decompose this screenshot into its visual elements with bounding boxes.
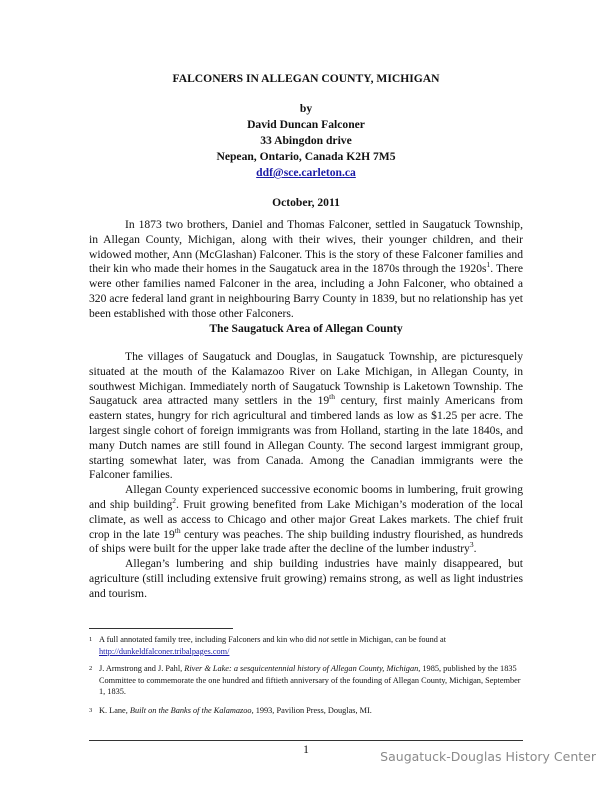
s1p1-text-b: century, first mainly Americans from eastern states, hungry for rich agricultural and timbered lands as low as $1.25 per acre. The largest single cohort of foreign immigrants was from Holland, starting in the late 1840s, and many Dutch names are still found in Allegan County. The second largest immigrant group, starting somewhat later, was from Canada. Among the Canadian immigrants were the Falconer families. (89, 394, 523, 482)
footnote-3-number: 3 (89, 707, 93, 714)
footnote-3-text-a: K. Lane, (99, 706, 130, 715)
footnote-2-text-b: , 1985, published by the 1835 Committee to commemorate the one hundred and fiftieth anniversary of the founding of Allegan County, Michigan, September 1, 1835. (99, 664, 521, 697)
author-email-link[interactable]: ddf@sce.carleton.ca (256, 166, 356, 179)
author-name: David Duncan Falconer (247, 118, 365, 131)
footnote-ref-2[interactable]: 2 (172, 496, 177, 506)
document-title: FALCONERS IN ALLEGAN COUNTY, MICHIGAN (172, 72, 440, 85)
section1-paragraph-1 (89, 350, 523, 483)
section1-paragraph-3: Allegan’s lumbering and ship building industries have mainly disappeared, but agriculture (still including extensive fruit growing) remains strong, as well as light industries and tourism. (89, 557, 523, 600)
author-address-line2: Nepean, Ontario, Canada K2H 7M5 (216, 150, 396, 163)
footnote-ref-3[interactable]: 3 (469, 540, 474, 550)
footnote-separator (89, 628, 233, 629)
family-tree-link[interactable]: http://dunkeldfalconer.tribalpages.com/ (99, 646, 230, 656)
footnote-2-text-a: J. Armstrong and J. Pahl, (99, 664, 185, 673)
superscript-th: th (329, 392, 336, 402)
author-address-line1: 33 Abingdon drive (260, 134, 352, 147)
footnote-1 (89, 634, 523, 657)
watermark: Saugatuck-Douglas History Center (380, 749, 596, 764)
section-heading: The Saugatuck Area of Allegan County (209, 322, 403, 335)
section1-paragraph-2 (89, 483, 523, 557)
intro-text-b: . There were other families named Falconer in the area, including a John Falconer, who obtained a 320 acre federal land grant in neighbouring Barry County in 1839, but no relationship has yet been established with those other Falconers. (89, 262, 523, 320)
superscript-th-2: th (174, 525, 181, 535)
section1-body (89, 350, 523, 602)
footnote-1-text-b: settle in Michigan, can be found at (328, 635, 447, 644)
s1p2-text-c: century was peaches. The ship building industry flourished, as hundreds of ships were built for the upper lake trade after the decline of the lumber industry (89, 527, 523, 556)
intro-section (89, 218, 523, 322)
page-number: 1 (303, 743, 309, 756)
footer-rule (89, 740, 523, 741)
footnote-2 (89, 663, 523, 698)
s1p2-text-b: . Fruit growing benefited from Lake Michigan’s moderation of the local climate, as well as access to Chicago and other major Great Lakes markets. The chief fruit crop in the late 19 (89, 497, 523, 541)
footnote-2-number: 2 (89, 665, 93, 672)
footnote-1-text-a: A full annotated family tree, including Falconers and kin who did (99, 635, 319, 644)
intro-text-a: In 1873 two brothers, Daniel and Thomas Falconer, settled in Saugatuck Township, in Allegan County, Michigan, along with their wives, their younger children, and their widowed mother, Ann (McGlashan) Falconer. This is the story of these Falconer families and their kin who made their homes in the Saugatuck area in the 1870s through the 1920s (89, 218, 523, 276)
footnote-3 (89, 705, 523, 719)
intro-paragraph (89, 218, 523, 322)
s1p2-text-a: Allegan County experienced successive economic booms in lumbering, fruit growing and ship building (89, 483, 523, 511)
author-email-line (0, 165, 612, 181)
footnote-3-emphasis: Built on the Banks of the Kalamazoo (129, 706, 252, 715)
byline-by: by (299, 102, 313, 115)
footnote-1-number: 1 (89, 636, 93, 643)
footnote-ref-1[interactable]: 1 (486, 260, 491, 270)
s1p1-text-a: The villages of Saugatuck and Douglas, in Saugatuck Township, are picturesquely situated at the mouth of the Kalamazoo River on Lake Michigan, in Allegan County, in southwest Michigan. Immediately north of Saugatuck Township is Laketown Township. The Saugatuck area attracted many settlers in the 19 (89, 350, 523, 408)
s1p2-text-d: . (473, 542, 477, 556)
footnote-1-emphasis: not (318, 635, 329, 644)
footnote-2-emphasis: River & Lake: a sesquicentennial history of Allegan County, Michigan (184, 664, 419, 673)
footnote-3-text-b: , 1993, Pavilion Press, Douglas, MI. (251, 706, 372, 715)
document-date: October, 2011 (272, 196, 340, 209)
